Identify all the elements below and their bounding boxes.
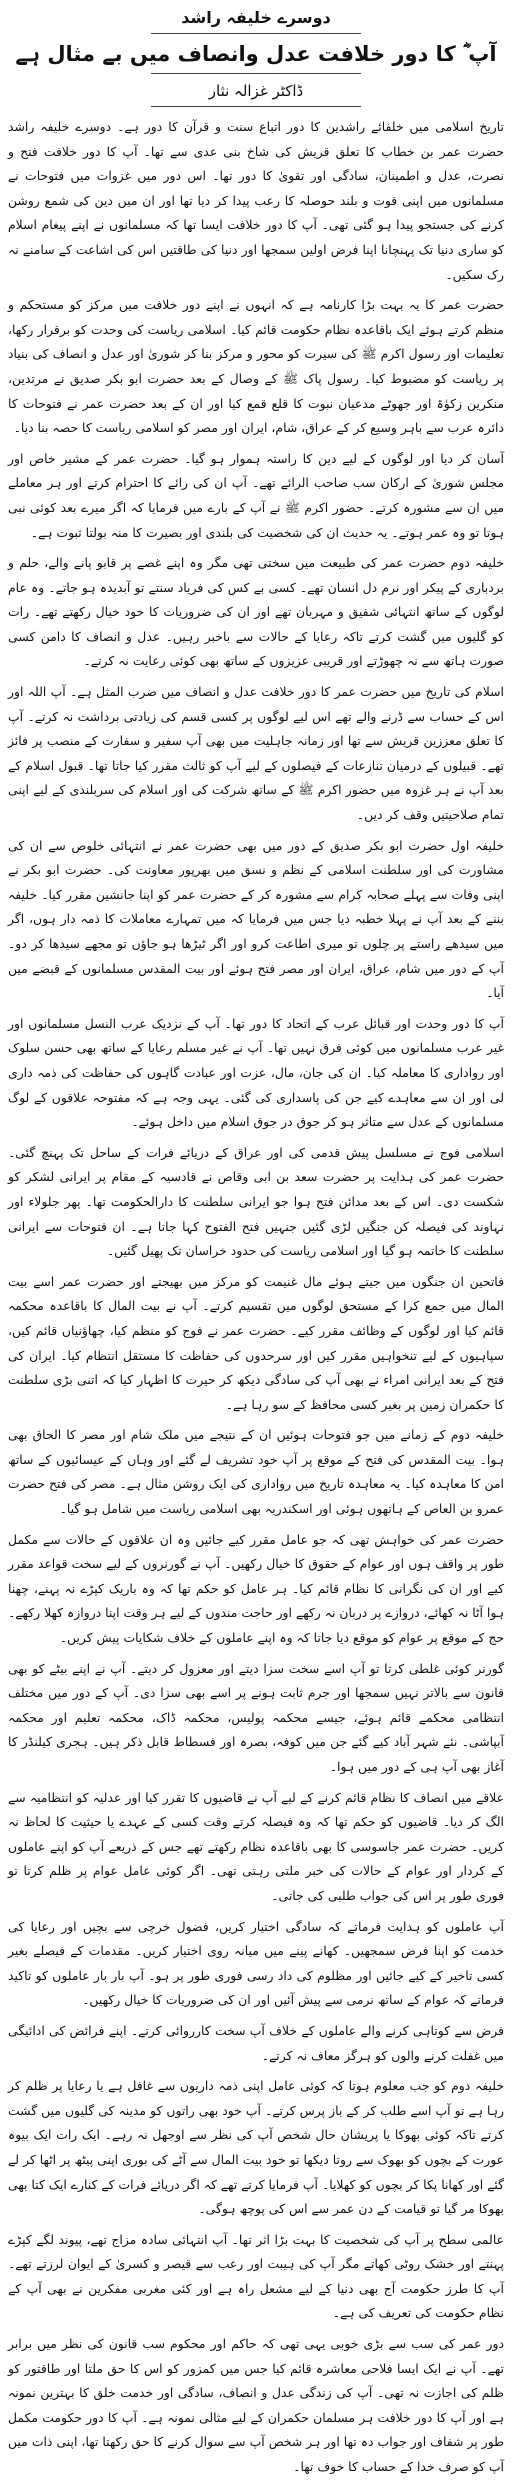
article-paragraph: عالمی سطح پر آپ کی شخصیت کا بہت بڑا اثر تھا۔ آپ انتہائی سادہ مزاج تھے، پیوند لگے کپڑے پہنتے اور خشک روٹی کھاتے مگر آپ کی ہیبت اور رعب سے قیصر و کسریٰ کے ایوان لرزتے تھے۔ آپ کا طرز حکومت آج بھی دنیا کے لیے مشعل راہ ہے اور کئی مغربی مفکرین نے بھی آپ کے نظام حکومت کی تعریف کی ہے۔ xyxy=(8,2231,504,2321)
article-paragraph: خلیفہ دوم حضرت عمر کی طبیعت میں سختی تھی مگر وہ اپنے غصے پر قابو پانے والے، حلم و بردباری کے پیکر اور نرم دل انسان تھے۔ کسی بے کس کی فریاد سنتے تو آبدیدہ ہو جاتے۔ وہ عام لوگوں کے ساتھ انتہائی شفیق و مہربان تھے اور ان کی ضروریات کا خود خیال رکھتے تھے۔ رات کو گلیوں میں گشت کرتے تاکہ رعایا کے حالات سے باخبر رہیں۔ عدل و انصاف کا دامن کسی صورت ہاتھ سے نہ چھوڑتے اور قریبی عزیزوں کے ساتھ بھی کوئی رعایت نہ کرتے۔ xyxy=(8,555,504,669)
article-paragraph: دور عمر کی سب سے بڑی خوبی یہی تھی کہ حاکم اور محکوم سب قانون کی نظر میں برابر تھے۔ آپ نے ایک ایسا فلاحی معاشرہ قائم کیا جس میں کمزور کو اس کا حق ملتا اور طاقتور کو ظلم کی اجازت نہ تھی۔ آپ کی زندگی عدل و انصاف، سادگی اور خدمت خلق کا بہترین نمونہ ہے اور آپ کا دور خلافت ہر مسلمان حکمران کے لیے مثالی نمونہ ہے۔ آپ کا دور حکومت مکمل طور پر شفاف اور جواب دہ تھا اور ہر شخص آپ سے سوال کرنے کا حق رکھتا تھا، اپنی ذات میں آپ کو صرف خدا کے حساب کا خوف تھا۔ xyxy=(8,2336,504,2475)
article-paragraph: آپ کا دور وحدت اور قبائل عرب کے اتحاد کا دور تھا۔ آپ کے نزدیک عرب النسل مسلمانوں اور غیر عرب مسلمانوں میں کوئی فرق نہیں تھا۔ آپ نے غیر مسلم رعایا کے ساتھ بھی حسن سلوک اور رواداری کا معاملہ کیا۔ ان کی جان، مال، عزت اور عبادت گاہوں کی حفاظت کی ذمہ داری لی اور ان سے معاہدے کیے جن کی پاسداری کی گئی۔ یہی وجہ ہے کہ مفتوحہ علاقوں کے لوگ مسلمانوں کے عدل سے متاثر ہو کر جوق در جوق اسلام میں داخل ہوئے۔ xyxy=(8,1015,504,1130)
article-paragraph: فاتحین ان جنگوں میں جیتے ہوئے مال غنیمت کو مرکز میں بھیجتے اور حضرت عمر اسے بیت المال میں جمع کرا کے مستحق لوگوں میں تقسیم کرتے۔ آپ نے بیت المال کا باقاعدہ محکمہ قائم کیا اور لوگوں کے وظائف مقرر کیے۔ حضرت عمر نے فوج کو منظم کیا، چھاؤنیاں قائم کیں، سپاہیوں کے لیے تنخواہیں مقرر کیں اور سرحدوں کی حفاظت کا مستقل انتظام کیا۔ ایران کی فتح کے بعد ایرانی امراء نے بھی آپ کی سادگی دیکھ کر حیرت کا اظہار کیا کہ اتنی بڑی سلطنت کا حکمران زمین پر بغیر کسی محافظ کے سو رہا ہے۔ xyxy=(8,1273,504,1412)
article-paragraph: گورنر کوئی غلطی کرتا تو آپ اسے سخت سزا دیتے اور معزول کر دیتے۔ آپ نے اپنے بیٹے کو بھی قانون سے بالاتر نہیں سمجھا اور جرم ثابت ہونے پر اسے بھی سزا دی۔ آپ کے دور میں مختلف انتظامی محکمے قائم ہوئے، جیسے محکمہ پولیس، محکمہ ڈاک، محکمہ تعلیم اور محکمہ آبپاشی۔ نئے شہر آباد کیے گئے جن میں کوفہ، بصرہ اور فسطاط قابل ذکر ہیں۔ ہجری کیلنڈر کا آغاز بھی آپ ہی کے دور میں ہوا۔ xyxy=(8,1660,504,1774)
article-paragraph: خلیفہ دوم کو جب معلوم ہوتا کہ کوئی عامل اپنی ذمہ داریوں سے غافل ہے یا رعایا پر ظلم کر رہا ہے تو آپ اسے طلب کر کے باز پرس کرتے۔ آپ خود بھی راتوں کو مدینہ کی گلیوں میں گشت کرتے تاکہ کوئی بھوکا یا پریشان حال شخص آپ کی نظر سے اوجھل نہ رہے۔ ایک رات ایک بیوہ عورت کے بچوں کو بھوک سے روتا دیکھا تو خود بیت المال سے آٹے کی بوری اپنی پیٹھ پر اٹھا کر لے گئے اور کھانا پکا کر بچوں کو کھلایا۔ آپ فرمایا کرتے تھے کہ اگر دریائے فرات کے کنارے ایک کتا بھی بھوکا مر گیا تو قیامت کے دن عمر سے اس کی پوچھ ہوگی۔ xyxy=(8,2078,504,2217)
article-paragraph: علاقے میں انصاف کا نظام قائم کرنے کے لیے آپ نے قاضیوں کا تقرر کیا اور عدلیہ کو انتظامیہ سے الگ کر دیا۔ قاضیوں کو حکم تھا کہ وہ فیصلہ کرتے وقت کسی کے عہدے یا حیثیت کا لحاظ نہ کریں۔ حضرت عمر جاسوسی کا بھی باقاعدہ نظام رکھتے تھے جس کے ذریعے آپ کو اپنے عاملوں کے کردار اور عوام کے حالات کی خبر ملتی رہتی تھی۔ اگر کوئی عامل عوام پر ظلم کرتا تو فوری طور پر اس کی جواب طلبی کی جاتی۔ xyxy=(8,1789,504,1903)
article-paragraph: حضرت عمر کا یہ بہت بڑا کارنامہ ہے کہ انہوں نے اپنے دور خلافت میں مرکز کو مستحکم و منظم کرتے ہوئے ایک باقاعدہ نظام حکومت قائم کیا۔ اسلامی ریاست کی وحدت کو برقرار رکھا، تعلیمات اور رسول اکرم ﷺ کی سیرت کو محور و مرکز بنا کر شوریٰ اور عدل و انصاف کی بنیاد پر ریاست کو مضبوط کیا۔ رسول پاک ﷺ کے وصال کے بعد حضرت ابو بکر صدیق نے مرتدین، منکرین زکوٰۃ اور جھوٹے مدعیان نبوت کا قلع قمع کیا اور ان کے بعد حضرت عمر نے فتوحات کا دائرہ عرب سے باہر وسیع کر کے عراق، شام، ایران اور مصر کو اسلامی ریاست کا حصہ بنا دیا۔ xyxy=(8,297,504,436)
article-paragraph: اسلام کی تاریخ میں حضرت عمر کا دور خلافت عدل و انصاف میں ضرب المثل ہے۔ آپ اللہ اور اس کے حساب سے ڈرنے والے تھے اس لیے لوگوں پر کسی قسم کی زیادتی برداشت نہ کرتے۔ آپ کا تعلق معززین قریش سے تھا اور زمانہ جاہلیت میں بھی آپ سفیر و سفارت کے منصب پر فائز تھے۔ قبیلوں کے درمیان تنازعات کے فیصلوں کے لیے آپ کو ثالث مقرر کیا جاتا تھا۔ قبول اسلام کے بعد آپ نے ہر غزوہ میں حضور اکرم ﷺ کے ساتھ شرکت کی اور اسلام کی سربلندی کے لیے اپنی تمام صلاحیتیں وقف کر دیں۔ xyxy=(8,684,504,823)
article-paragraph: خلیفہ اول حضرت ابو بکر صدیق کے دور میں بھی حضرت عمر نے انتہائی خلوص سے ان کی مشاورت کی اور سلطنت اسلامی کے نظم و نسق میں بھرپور معاونت کی۔ حضرت ابو بکر نے اپنی وفات سے پہلے صحابہ کرام سے مشورہ کر کے حضرت عمر کو اپنا جانشین مقرر کیا۔ خلیفہ بننے کے بعد آپ نے پہلا خطبہ دیا جس میں فرمایا کہ میں تمہارے معاملات کا ذمہ دار ہوں، اگر میں سیدھے راستے پر چلوں تو میری اطاعت کرو اور اگر ٹیڑھا ہو جاؤں تو مجھے سیدھا کر دو۔ آپ کے دور میں شام، عراق، ایران اور مصر فتح ہوئے اور بیت المقدس مسلمانوں کے قبضے میں آیا۔ xyxy=(8,837,504,1001)
article-paragraph: اسلامی فوج نے مسلسل پیش قدمی کی اور عراق کے دریائے فرات کے ساحل تک پہنچ گئی۔ حضرت عمر کی ہدایت پر حضرت سعد بن ابی وقاص نے قادسیہ کے مقام پر ایرانی لشکر کو شکست دی۔ اس کے بعد مدائن فتح ہوا جو ایرانی سلطنت کا دارالحکومت تھا۔ پھر جلولاء اور نہاوند کی فیصلہ کن جنگیں لڑی گئیں جنہیں فتح الفتوح کہا جاتا ہے۔ ان فتوحات سے ایرانی سلطنت کا خاتمہ ہو گیا اور اسلامی ریاست کی حدود خراسان تک پھیل گئیں۔ xyxy=(8,1144,504,1259)
header-divider xyxy=(151,106,361,107)
article-header xyxy=(8,8,504,107)
article-byline: ڈاکٹر غزالہ نثار xyxy=(208,82,304,100)
article-paragraph: آپ عاملوں کو ہدایت فرماتے کہ سادگی اختیار کریں، فضول خرچی سے بچیں اور رعایا کی خدمت کو اپنا فرض سمجھیں۔ کھانے پینے میں میانہ روی اختیار کریں۔ مقدمات کے فیصلے بغیر کسی تاخیر کے کیے جائیں اور مظلوم کی داد رسی فوری طور پر ہو۔ آپ بار بار عاملوں کو تاکید فرماتے کہ عوام کے ساتھ نرمی سے پیش آئیں اور ان کی ضروریات کا خیال رکھیں۔ xyxy=(8,1918,504,2008)
header-divider xyxy=(151,33,361,34)
article-paragraph: حضرت عمر کی خواہش تھی کہ جو عامل مقرر کیے جائیں وہ ان علاقوں کے حالات سے مکمل طور پر واقف ہوں اور عوام کے حقوق کا خیال رکھیں۔ آپ نے گورنروں کے لیے سخت قواعد مقرر کیے اور ان کی نگرانی کا نظام قائم کیا۔ ہر عامل کو حکم تھا کہ وہ باریک کپڑے نہ پہنے، چھنا ہوا آٹا نہ کھائے، دروازے پر دربان نہ رکھے اور حاجت مندوں کے لیے ہر وقت اپنا دروازہ کھلا رکھے۔ حج کے موقع پر عوام کو موقع دیا جاتا کہ وہ اپنے عاملوں کے خلاف شکایات پیش کریں۔ xyxy=(8,1531,504,1646)
article-paragraph: تاریخ اسلامی میں خلفائے راشدین کا دور اتباع سنت و قرآن کا دور ہے۔ دوسرے خلیفہ راشد حضرت عمر بن خطاب کا تعلق قریش کی شاخ بنی عدی سے تھا۔ آپ کا دور خلافت فتح و نصرت، عدل و اطمینان، سادگی اور تقویٰ کا دور تھا۔ اس دور میں غزوات میں فتوحات نے مسلمانوں میں اپنی قوت و بلند حوصلہ کا رعب پیدا کر دیا تھا اور ان میں دین کی شمع روشن کرنے کی جستجو پیدا ہو گئی تھی۔ آپ کا دور خلافت ایسا تھا کہ مسلمانوں نے اپنے پیغام اسلام کو ساری دنیا تک پہنچانا اپنا فرض اولین سمجھا اور دنیا کی طاقتیں اس کی اشاعت کے سامنے نہ رک سکیں۔ xyxy=(8,119,504,282)
article-headline: آپ ؓ کا دور خلافت عدل وانصاف میں بے مثال ہے xyxy=(15,42,497,66)
header-divider xyxy=(151,73,361,74)
article-kicker: دوسرے خلیفہ راشد xyxy=(181,8,331,27)
article-paragraph: خلیفہ دوم کے زمانے میں جو فتوحات ہوئیں ان کے نتیجے میں ملک شام اور مصر کا الحاق بھی ہوا۔ بیت المقدس کی فتح کے موقع پر آپ خود تشریف لے گئے اور وہاں کے عیسائیوں کے ساتھ امن کا معاہدہ کیا۔ یہ معاہدہ تاریخ میں رواداری کی ایک روشن مثال ہے۔ مصر کی فتح حضرت عمرو بن العاص کے ہاتھوں ہوئی اور اسکندریہ بھی اسلامی ریاست میں شامل ہو گیا۔ xyxy=(8,1427,504,1517)
article-paragraph: آسان کر دیا اور لوگوں کے لیے دین کا راستہ ہموار ہو گیا۔ حضرت عمر کے مشیر خاص اور مجلس شوریٰ کے ارکان سب صاحب الرائے تھے۔ آپ ان کی رائے کا احترام کرتے اور ہر معاملے میں ان سے مشورہ کرتے۔ حضور اکرم ﷺ نے آپ کے بارے میں فرمایا کہ اگر میرے بعد کوئی نبی ہوتا تو وہ عمر ہوتے۔ یہ حدیث ان کی شخصیت کی بلندی اور بصیرت کا منہ بولتا ثبوت ہے۔ xyxy=(8,450,504,540)
article-paragraph: فرض سے کوتاہی کرنے والے عاملوں کے خلاف آپ سخت کارروائی کرتے۔ اپنے فرائض کی ادائیگی میں غفلت کرنے والوں کو ہرگز معاف نہ کرتے۔ xyxy=(8,2022,504,2063)
article-body xyxy=(8,115,504,2480)
